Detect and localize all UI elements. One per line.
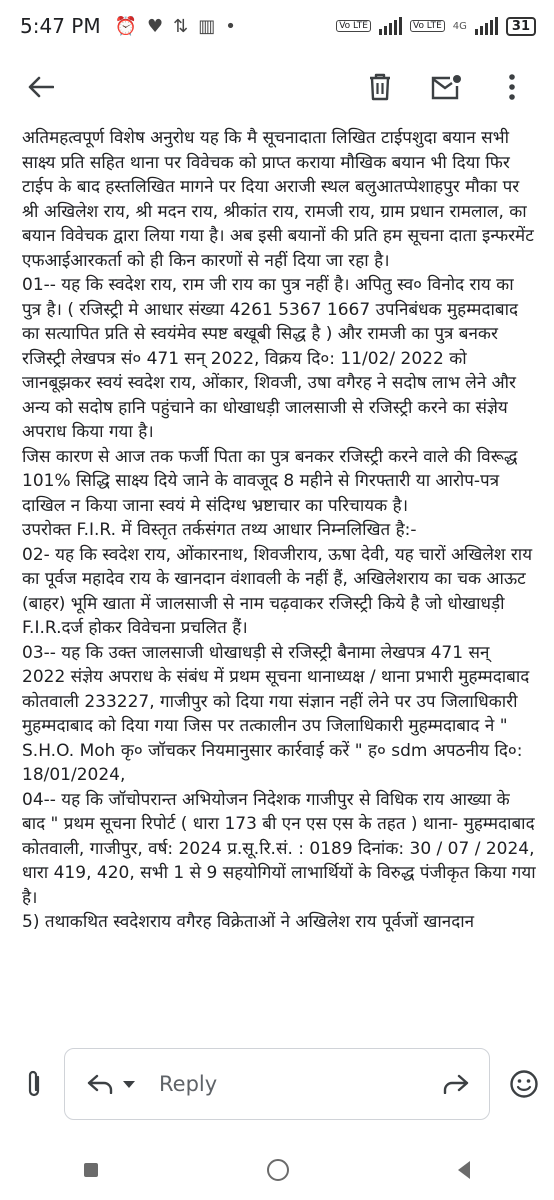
signal-icon [379,17,402,35]
emoji-button[interactable] [508,1068,540,1100]
delete-button[interactable] [358,65,402,109]
attach-button[interactable] [18,1068,50,1100]
email-paragraph-4: उपरोक्त F.I.R. में विस्तृत तर्कसंगत तथ्य आधार निम्नलिखित है:- [22,520,417,540]
smiley-icon [509,1069,539,1099]
network-type: 4G [452,20,467,32]
reply-icon [87,1074,113,1094]
volte-badge-2: Vo LTE [410,20,445,32]
recents-button[interactable] [84,1163,98,1177]
signal-icon-2 [475,17,498,35]
arrow-back-icon [28,76,54,98]
email-paragraph-8: 5) तथाकथित स्वदेशराय वगैरह विक्रेताओं ने अखिलेश राय पूर्वजों खानदान [22,912,475,932]
forward-button[interactable] [443,1074,469,1094]
retweet-icon: ⇅ [173,15,189,37]
system-nav-bar [0,1140,554,1200]
equalizer-icon: ▥ [198,15,216,37]
trash-icon [368,73,392,101]
email-body [22,126,538,1016]
paperclip-icon [25,1069,43,1099]
battery-icon: 31 [506,17,536,36]
forward-icon [443,1074,469,1094]
reply-input[interactable] [64,1048,490,1120]
status-time: 5:47 PM [20,14,101,38]
mark-unread-button[interactable] [424,65,468,109]
home-button[interactable] [267,1159,289,1181]
reply-bar [0,1040,554,1128]
reply-label: Reply [159,1072,218,1096]
toolbar [0,52,554,122]
volte-badge: Vo LTE [336,20,371,32]
email-paragraph-2: 01-- यह कि स्वदेश राय, राम जी राय का पुत्र नहीं है। अपितु स्व० विनोद राय का पुत्र है। ( रजिस्ट्री मे आधार संख्या 4261 5367 1667 उपनिबंधक मुहम्मदाबाद का सत्यापित प्रति से स्वयंमेव स्पष्ट बखूबी सिद्ध है ) और रामजी का पुत्र बनकर रजिस्ट्री लेखपत्र सं० 471 सन् 2022, विक्रय दि०: 11/02/ 2022 को जानबूझकर स्वयं स्वदेश राय, ओंकार, शिवजी, उषा वगैरह ने सदोष लाभ लेने और अन्य को सदोष हानि पहुंचाने का धोखाधड़ी जालसाजी से रजिस्ट्री करने का संज्ञेय अपराध किया गया है। [22,275,519,442]
chevron-down-icon[interactable] [123,1081,135,1088]
mail-badge-icon [430,74,462,100]
more-options-button[interactable] [490,65,534,109]
back-button[interactable] [26,72,56,102]
status-bar [0,0,554,52]
email-paragraph-3: जिस कारण से आज तक फर्जी पिता का पुत्र बनकर रजिस्ट्री करने वाले की विरूद्ध 101% सिद्धि साक्ष्य दिये जाने के वावजूद 8 महीने से गिरफ्तारी या आरोप-पत्र दाखिल न किया जाना स्वयं मे संदिग्ध भ्रष्टाचार का परिचायक है। [22,446,518,516]
email-paragraph-5: 02- यह कि स्वदेश राय, ओंकारनाथ, शिवजीराय, ऊषा देवी, यह चारों अखिलेश राय का पूर्वज महादेव राय के खानदान वंशावली के नहीं हैं, अखिलेशराय का चक आऊट (बाहर) भूमि खाता में जालसाजी से नाम चढ़वाकर रजिस्ट्री किये है जो धोखाधड़ी F.I.R.दर्ज होकर विवेचना प्रचलित हैं। [22,544,533,638]
notification-icons [115,16,236,37]
heart-icon: ♥ [147,15,164,37]
more-vert-icon [508,74,516,100]
email-paragraph-7: 04-- यह कि जॉचोपरान्त अभियोजन निदेशक गाजीपुर से विधिक राय आख्या के बाद " प्रथम सूचना रिपोर्ट ( धारा 173 बी एन एस एस के तहत ) थाना- मुहम्मदाबाद कोतवाली, गाजीपुर, वर्ष: 2024 प्र.सू.रि.सं. : 0189 दिनांक: 30 / 07 / 2024, धारा 419, 420, सभी 1 से 9 सहयोगियों लाभार्थियों के विरुद्ध पंजीकृत किया गया है। [22,789,536,908]
status-right [336,17,536,36]
dot-icon: • [225,15,236,37]
system-back-button[interactable] [458,1161,470,1179]
email-paragraph-6: 03-- यह कि उक्त जालसाजी धोखाधड़ी से रजिस्ट्री बैनामा लेखपत्र 471 सन् 2022 संज्ञेय अपराध के संबंध में प्रथम सूचना थानाध्यक्ष / थाना प्रभारी मुहम्मदाबाद कोतवाली 233227, गाजीपुर को दिया गया संज्ञान नहीं लेने पर उप जिलाधिकारी मुहम्मदाबाद को दिया गया जिस पर तत्कालीन उप जिलाधिकारी मुहम्मदाबाद ने " S.H.O. Moh कृ० जॉचकर नियमानुसार कार्रवाई करें " ह० sdm अपठनीय दि०: 18/01/2024, [22,642,530,785]
alarm-icon: ⏰ [114,15,138,37]
email-paragraph-1: अतिमहत्वपूर्ण विशेष अनुरोध यह कि मै सूचनादाता लिखित टाईपशुदा बयान सभी साक्ष्य प्रति सहित थाना पर विवेचक को प्राप्त कराया मौखिक बयान भी दिया फिर टाईप के बाद हस्तलिखित मागने पर दिया अराजी स्थल बलुआतप्पेशाहपुर मौका पर श्री अखिलेश राय, श्री मदन राय, श्रीकांत राय, रामजी राय, ग्राम प्रधान रामलाल, का बयान विवेचक द्वारा लिया गया है। अब इसी बयानों की प्रति हम सूचना दाता इन्फरमेंट एफआईआरकर्ता को ही किन कारणों से नहीं दिया जा रहा है। [22,128,534,271]
